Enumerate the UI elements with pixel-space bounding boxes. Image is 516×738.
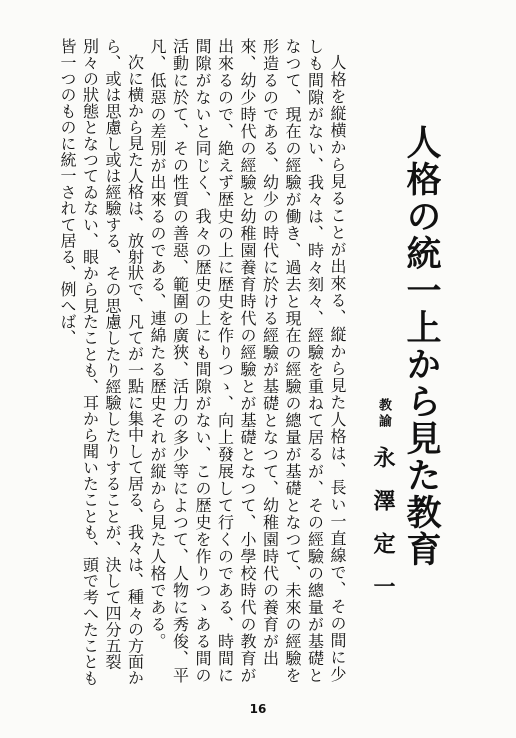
- article-body: [44, 38, 348, 686]
- paragraph: 人格を縦横から見ることが出來る、縦から見た人格は、長い一直線で、その間に少しも間隙がない、我々は、時々刻々、經驗を重ねて居るが、その經驗の總量が基礎となつて、現在の經驗が働き、過去と現在の經驗の總量が基礎となつて、未來の經驗を形造るのである、幼少の時代に於ける經驗が基礎となつて、幼稚園時代の養育が出來、幼少時代の經驗と幼稚園養育時代の經驗とが基礎となつて、小學校時代の教育が出來るので、絶えず歴史の上に歴史を作りつゝ、向上發展して行くのである、時間に間隙がないと同じく、我々の歴史の上にも間隙がない、この歴史を作りつゝある間の活動に於て、その性質の善惡、範圍の廣狹、活力の多少等によつて、人物に秀俊、平凡、低惡の差別が出來るのである、連綿たる歴史それが縦から見た人格である。: [148, 38, 347, 684]
- byline-role: 教諭: [376, 398, 391, 430]
- article-title: 人格の統一上から見た教育: [401, 124, 442, 568]
- author-name: 永澤定一: [370, 446, 396, 618]
- byline: [368, 398, 398, 638]
- page-number: 16: [249, 702, 267, 716]
- paragraph: 次に横から見た人格は、放射狀で、凡てが一點に集中して居る、我々は、種々の方面から、或は思慮し或は經驗する、その思慮したり經驗したりすることが、決して四分五裂別々の狀態となつてゐない、眼から見たことも、耳から聞いたことも、頭で考へたことも皆一つのものに統一されて居る、例へば、: [58, 38, 145, 686]
